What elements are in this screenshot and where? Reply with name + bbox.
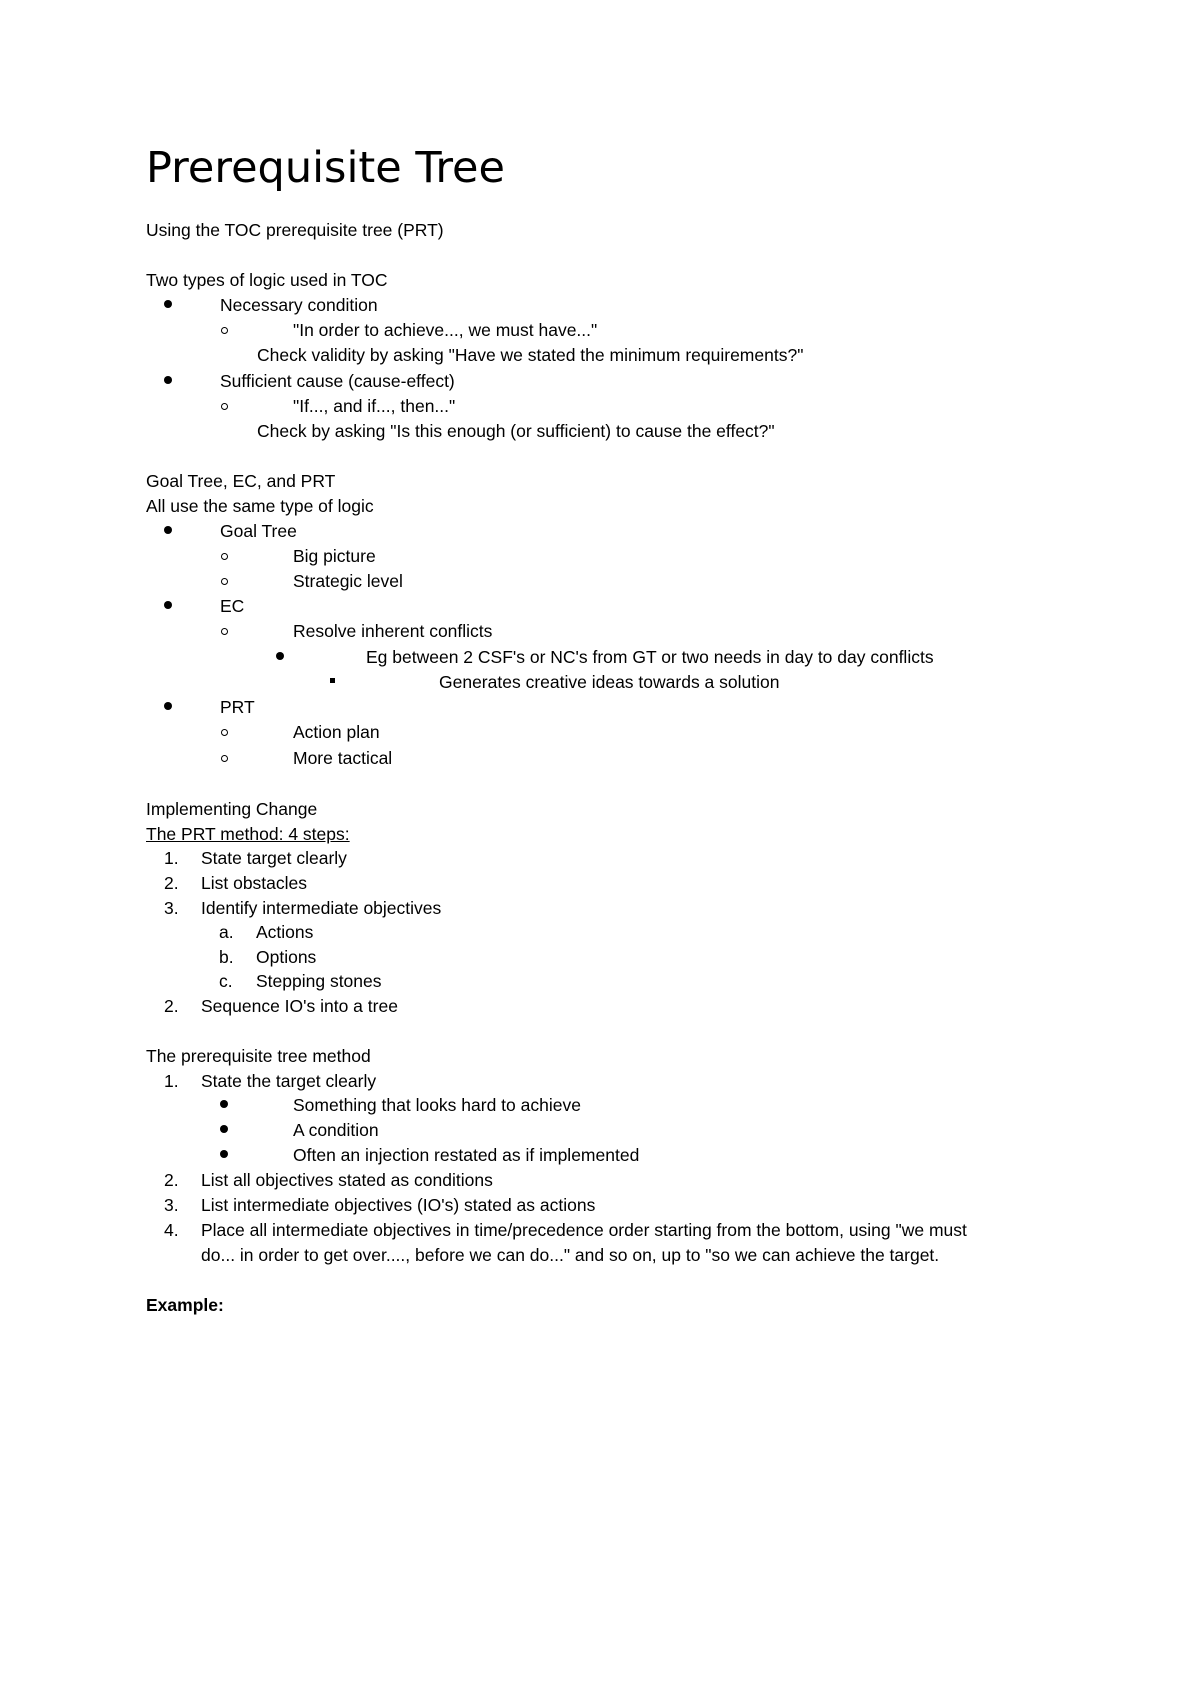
bullet-icon [164, 526, 172, 534]
list-item: Necessary condition [220, 295, 378, 315]
list-item: Goal Tree [220, 521, 297, 541]
list-item: Action plan [293, 722, 380, 742]
square-bullet-icon [330, 678, 335, 683]
list-item: Generates creative ideas towards a solution [439, 672, 780, 692]
list-item: PRT [220, 697, 255, 717]
list-letter: c. [219, 971, 233, 991]
list-number: 4. [164, 1220, 179, 1240]
logic-heading: Two types of logic used in TOC [146, 270, 388, 290]
list-item: "If..., and if..., then..." [293, 396, 456, 416]
list-item: Check by asking "Is this enough (or sufficient) to cause the effect?" [257, 421, 775, 441]
bullet-icon [164, 376, 172, 384]
list-item: Options [256, 947, 317, 967]
list-number: 1. [164, 848, 179, 868]
goal-subheading: All use the same type of logic [146, 496, 374, 516]
bullet-icon [276, 652, 284, 660]
list-item: A condition [293, 1120, 379, 1140]
list-item: Big picture [293, 546, 376, 566]
list-number: 3. [164, 898, 179, 918]
list-number: 2. [164, 1170, 179, 1190]
circle-bullet-icon [221, 755, 228, 762]
list-item: More tactical [293, 748, 393, 768]
circle-bullet-icon [221, 729, 228, 736]
intro-line: Using the TOC prerequisite tree (PRT) [146, 220, 444, 240]
circle-bullet-icon [221, 628, 228, 635]
impl-method-heading: The PRT method: 4 steps: [146, 824, 350, 844]
list-item: Something that looks hard to achieve [293, 1095, 581, 1115]
list-item: Resolve inherent conflicts [293, 621, 493, 641]
page-title: Prerequisite Tree [146, 143, 505, 193]
circle-bullet-icon [221, 327, 228, 334]
list-item: EC [220, 596, 245, 616]
list-item: Place all intermediate objectives in time/precedence order starting from the bottom, using "we must [201, 1220, 967, 1240]
list-number: 2. [164, 873, 179, 893]
bullet-icon [164, 702, 172, 710]
list-item: Strategic level [293, 571, 403, 591]
goal-heading: Goal Tree, EC, and PRT [146, 471, 336, 491]
list-letter: a. [219, 922, 234, 942]
bullet-icon [220, 1125, 228, 1133]
bullet-icon [220, 1150, 228, 1158]
impl-heading: Implementing Change [146, 799, 318, 819]
example-label: Example: [146, 1295, 224, 1315]
list-item: Check validity by asking "Have we stated the minimum requirements?" [257, 345, 804, 365]
bullet-icon [220, 1100, 228, 1108]
list-number: 2. [164, 996, 179, 1016]
method-heading: The prerequisite tree method [146, 1046, 371, 1066]
list-item: State the target clearly [201, 1071, 377, 1091]
list-item: Often an injection restated as if implemented [293, 1145, 640, 1165]
list-item: Sufficient cause (cause-effect) [220, 371, 455, 391]
list-item: "In order to achieve..., we must have..." [293, 320, 598, 340]
list-item: Actions [256, 922, 314, 942]
list-item: State target clearly [201, 848, 347, 868]
circle-bullet-icon [221, 403, 228, 410]
list-number: 3. [164, 1195, 179, 1215]
circle-bullet-icon [221, 578, 228, 585]
list-item-continued: do... in order to get over...., before we can do..." and so on, up to "so we can achieve the target. [201, 1245, 940, 1265]
bullet-icon [164, 300, 172, 308]
list-item: Eg between 2 CSF's or NC's from GT or two needs in day to day conflicts [366, 647, 934, 667]
list-item: Sequence IO's into a tree [201, 996, 398, 1016]
list-item: Identify intermediate objectives [201, 898, 442, 918]
circle-bullet-icon [221, 553, 228, 560]
list-letter: b. [219, 947, 234, 967]
bullet-icon [164, 601, 172, 609]
list-item: List obstacles [201, 873, 308, 893]
list-number: 1. [164, 1071, 179, 1091]
list-item: Stepping stones [256, 971, 382, 991]
list-item: List intermediate objectives (IO's) stated as actions [201, 1195, 596, 1215]
list-item: List all objectives stated as conditions [201, 1170, 493, 1190]
